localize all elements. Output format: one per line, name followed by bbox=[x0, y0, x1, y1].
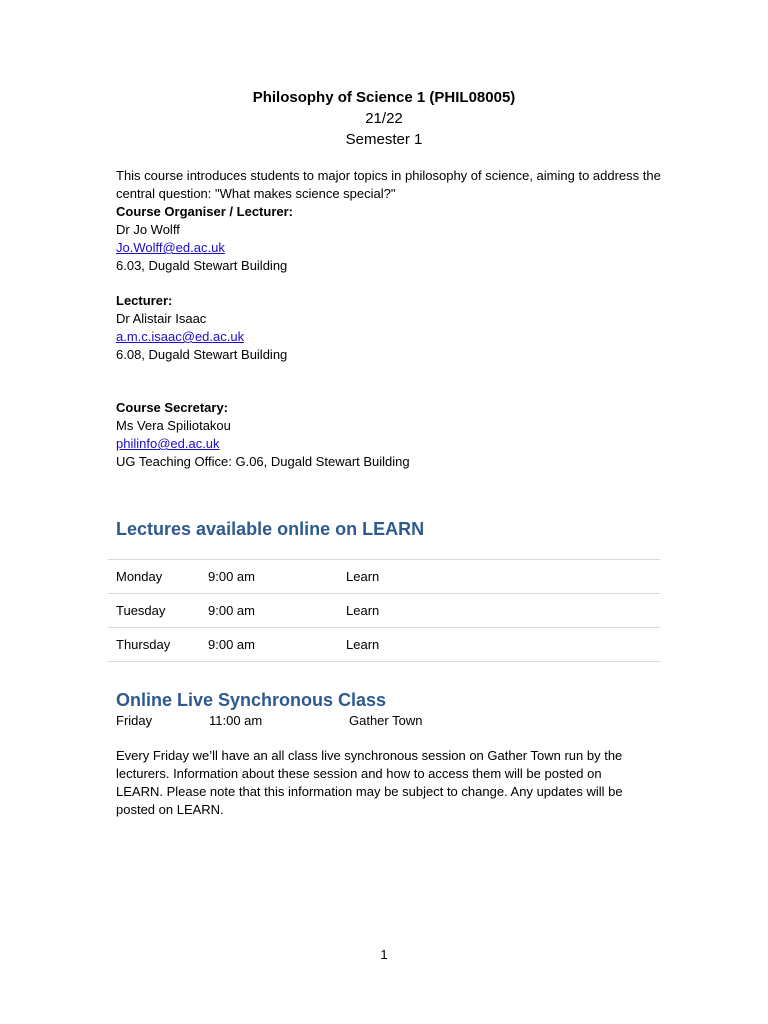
live-class-description: Every Friday we’ll have an all class live synchronous session on Gather Town run by the lecturers. Information about these session and how to access them will be posted on LEARN. Please note that this information may be subject to change. Any updates will be posted on LEARN. bbox=[116, 748, 623, 817]
lecture-location: Learn bbox=[338, 560, 660, 594]
page-number: 1 bbox=[380, 947, 388, 962]
secretary-contact bbox=[116, 399, 661, 471]
lecture-location: Learn bbox=[338, 628, 660, 662]
title-block bbox=[0, 88, 768, 150]
live-class-time: 11:00 am bbox=[209, 713, 263, 728]
lecture-day: Tuesday bbox=[108, 594, 200, 628]
secretary-email-link[interactable]: philinfo@ed.ac.uk bbox=[116, 436, 220, 451]
secretary-role: Course Secretary: bbox=[116, 400, 228, 415]
table-row bbox=[108, 560, 660, 594]
secretary-office: UG Teaching Office: G.06, Dugald Stewart Building bbox=[116, 454, 410, 469]
course-intro: This course introduces students to major topics in philosophy of science, aiming to address the central question: "What makes science special?" bbox=[116, 168, 661, 201]
lecture-time: 9:00 am bbox=[200, 628, 338, 662]
table-row bbox=[108, 628, 660, 662]
secretary-name: Ms Vera Spiliotakou bbox=[116, 418, 231, 433]
lectures-heading: Lectures available online on LEARN bbox=[116, 519, 425, 539]
lecture-time: 9:00 am bbox=[200, 560, 338, 594]
lecture-schedule-table bbox=[108, 559, 660, 662]
lecturer-office: 6.08, Dugald Stewart Building bbox=[116, 347, 288, 362]
live-class-heading: Online Live Synchronous Class bbox=[116, 690, 387, 710]
lecturer-name: Dr Alistair Isaac bbox=[116, 311, 207, 326]
organiser-contact bbox=[116, 203, 661, 275]
semester: Semester 1 bbox=[345, 131, 423, 148]
table-row bbox=[108, 594, 660, 628]
academic-year: 21/22 bbox=[365, 110, 403, 127]
lecture-location: Learn bbox=[338, 594, 660, 628]
course-info bbox=[116, 167, 661, 488]
live-class-day: Friday bbox=[116, 713, 153, 728]
organiser-email-link[interactable]: Jo.Wolff@ed.ac.uk bbox=[116, 240, 225, 255]
course-title: Philosophy of Science 1 (PHIL08005) bbox=[252, 89, 516, 106]
organiser-office: 6.03, Dugald Stewart Building bbox=[116, 258, 288, 273]
lecture-day: Monday bbox=[108, 560, 200, 594]
live-class-location: Gather Town bbox=[349, 713, 423, 728]
lecturer-email-link[interactable]: a.m.c.isaac@ed.ac.uk bbox=[116, 329, 245, 344]
lecturer-contact bbox=[116, 292, 661, 364]
organiser-name: Dr Jo Wolff bbox=[116, 222, 180, 237]
lecturer-role: Lecturer: bbox=[116, 293, 173, 308]
lecture-time: 9:00 am bbox=[200, 594, 338, 628]
organiser-role: Course Organiser / Lecturer: bbox=[116, 204, 293, 219]
lecture-day: Thursday bbox=[108, 628, 200, 662]
